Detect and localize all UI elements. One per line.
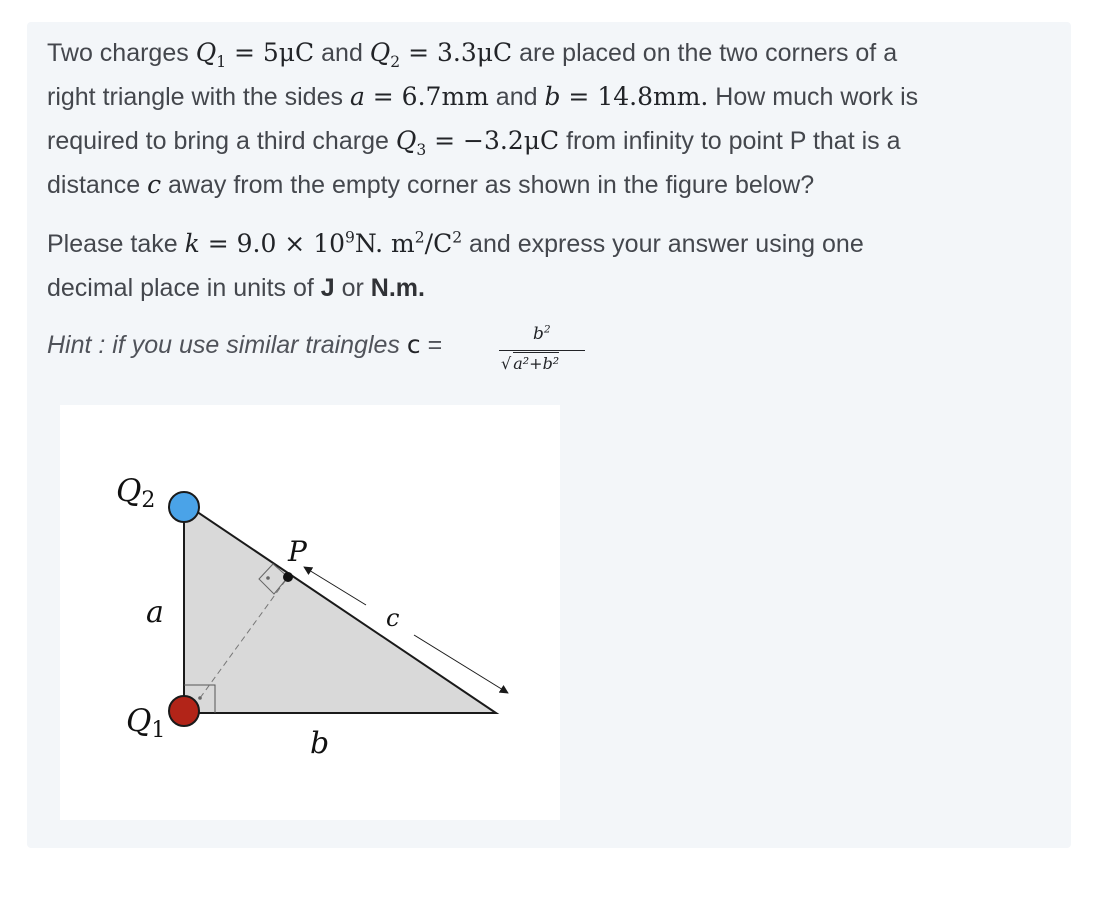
label-p: P bbox=[288, 535, 307, 568]
charge-q2 bbox=[169, 492, 199, 522]
hint-fraction bbox=[497, 324, 587, 386]
right-triangle bbox=[184, 503, 496, 713]
unit-j: J bbox=[320, 274, 335, 302]
math-b-value: = 14.8mm. bbox=[560, 82, 709, 111]
label-b: b bbox=[310, 726, 330, 761]
problem-text: How much work is bbox=[708, 83, 919, 111]
problem-text: distance bbox=[47, 171, 148, 199]
constants-text: Please take bbox=[47, 230, 185, 258]
triangle-figure bbox=[60, 405, 560, 820]
math-k-unit-exp: 2 bbox=[414, 228, 425, 247]
point-p bbox=[283, 572, 293, 582]
question-card bbox=[27, 22, 1071, 848]
math-q3: Q bbox=[395, 126, 417, 155]
problem-text: away from the empty corner as shown in the figure below? bbox=[161, 171, 815, 199]
label-q2: Q2 bbox=[116, 473, 156, 513]
math-k-exponent: 9 bbox=[345, 228, 355, 247]
triangle-diagram bbox=[60, 405, 560, 820]
charge-q1 bbox=[169, 696, 199, 726]
problem-line-4 bbox=[47, 163, 814, 207]
constants-text: or bbox=[334, 274, 371, 302]
fraction-denominator-expr: a²+b² bbox=[513, 354, 560, 373]
problem-text: right triangle with the sides bbox=[47, 83, 350, 111]
math-k-unit-exp: 2 bbox=[452, 228, 463, 247]
math-q1-sub: 1 bbox=[216, 53, 227, 71]
math-q3-value: = −3.2μC bbox=[426, 126, 560, 155]
label-q1: Q1 bbox=[126, 703, 166, 743]
math-q2: Q bbox=[369, 38, 391, 67]
math-q2-sub: 2 bbox=[390, 53, 401, 71]
constants-line-2 bbox=[47, 266, 425, 310]
fraction-numerator: $b^2$ bbox=[533, 323, 551, 344]
hint-label: Hint bbox=[47, 331, 92, 359]
math-q1: Q bbox=[195, 38, 217, 67]
constants-text: decimal place in units of bbox=[47, 274, 321, 302]
label-c: c bbox=[386, 604, 400, 632]
constants-text: and express your answer using one bbox=[462, 230, 864, 258]
angle-dot bbox=[266, 576, 270, 580]
problem-line-3 bbox=[47, 119, 901, 163]
hint-text: : if you use similar traingles bbox=[91, 331, 407, 359]
label-a: a bbox=[146, 595, 164, 630]
problem-line-2 bbox=[47, 75, 918, 119]
problem-text: required to bring a third charge bbox=[47, 127, 396, 155]
constants-line-1 bbox=[47, 222, 864, 266]
fraction-denominator bbox=[501, 354, 559, 373]
problem-text: are placed on the two corners of a bbox=[512, 39, 898, 67]
math-k-unit: N. m bbox=[354, 229, 415, 258]
math-q3-sub: 3 bbox=[416, 141, 427, 159]
problem-line-1 bbox=[47, 31, 897, 75]
math-a-value: = 6.7mm bbox=[364, 82, 489, 111]
unit-nm: N.m. bbox=[370, 274, 425, 302]
radical-icon: √ bbox=[501, 354, 512, 373]
hint-line bbox=[47, 330, 442, 360]
fraction-bar bbox=[499, 350, 585, 351]
hint-c: c bbox=[406, 330, 421, 359]
math-b: b bbox=[544, 82, 561, 111]
hint-equals: = bbox=[420, 331, 443, 359]
math-c: c bbox=[147, 170, 162, 199]
problem-text: from infinity to point P that is a bbox=[559, 127, 901, 155]
math-q1-value: = 5μC bbox=[226, 38, 315, 67]
math-k-unit: /C bbox=[424, 229, 453, 258]
problem-text: and bbox=[488, 83, 545, 111]
problem-text: Two charges bbox=[47, 39, 196, 67]
problem-text: and bbox=[314, 39, 370, 67]
math-q2-value: = 3.3μC bbox=[400, 38, 513, 67]
math-k-value: = 9.0 × 10 bbox=[199, 229, 346, 258]
math-a: a bbox=[349, 82, 365, 111]
math-k: k bbox=[184, 229, 200, 258]
angle-dot bbox=[198, 696, 202, 700]
